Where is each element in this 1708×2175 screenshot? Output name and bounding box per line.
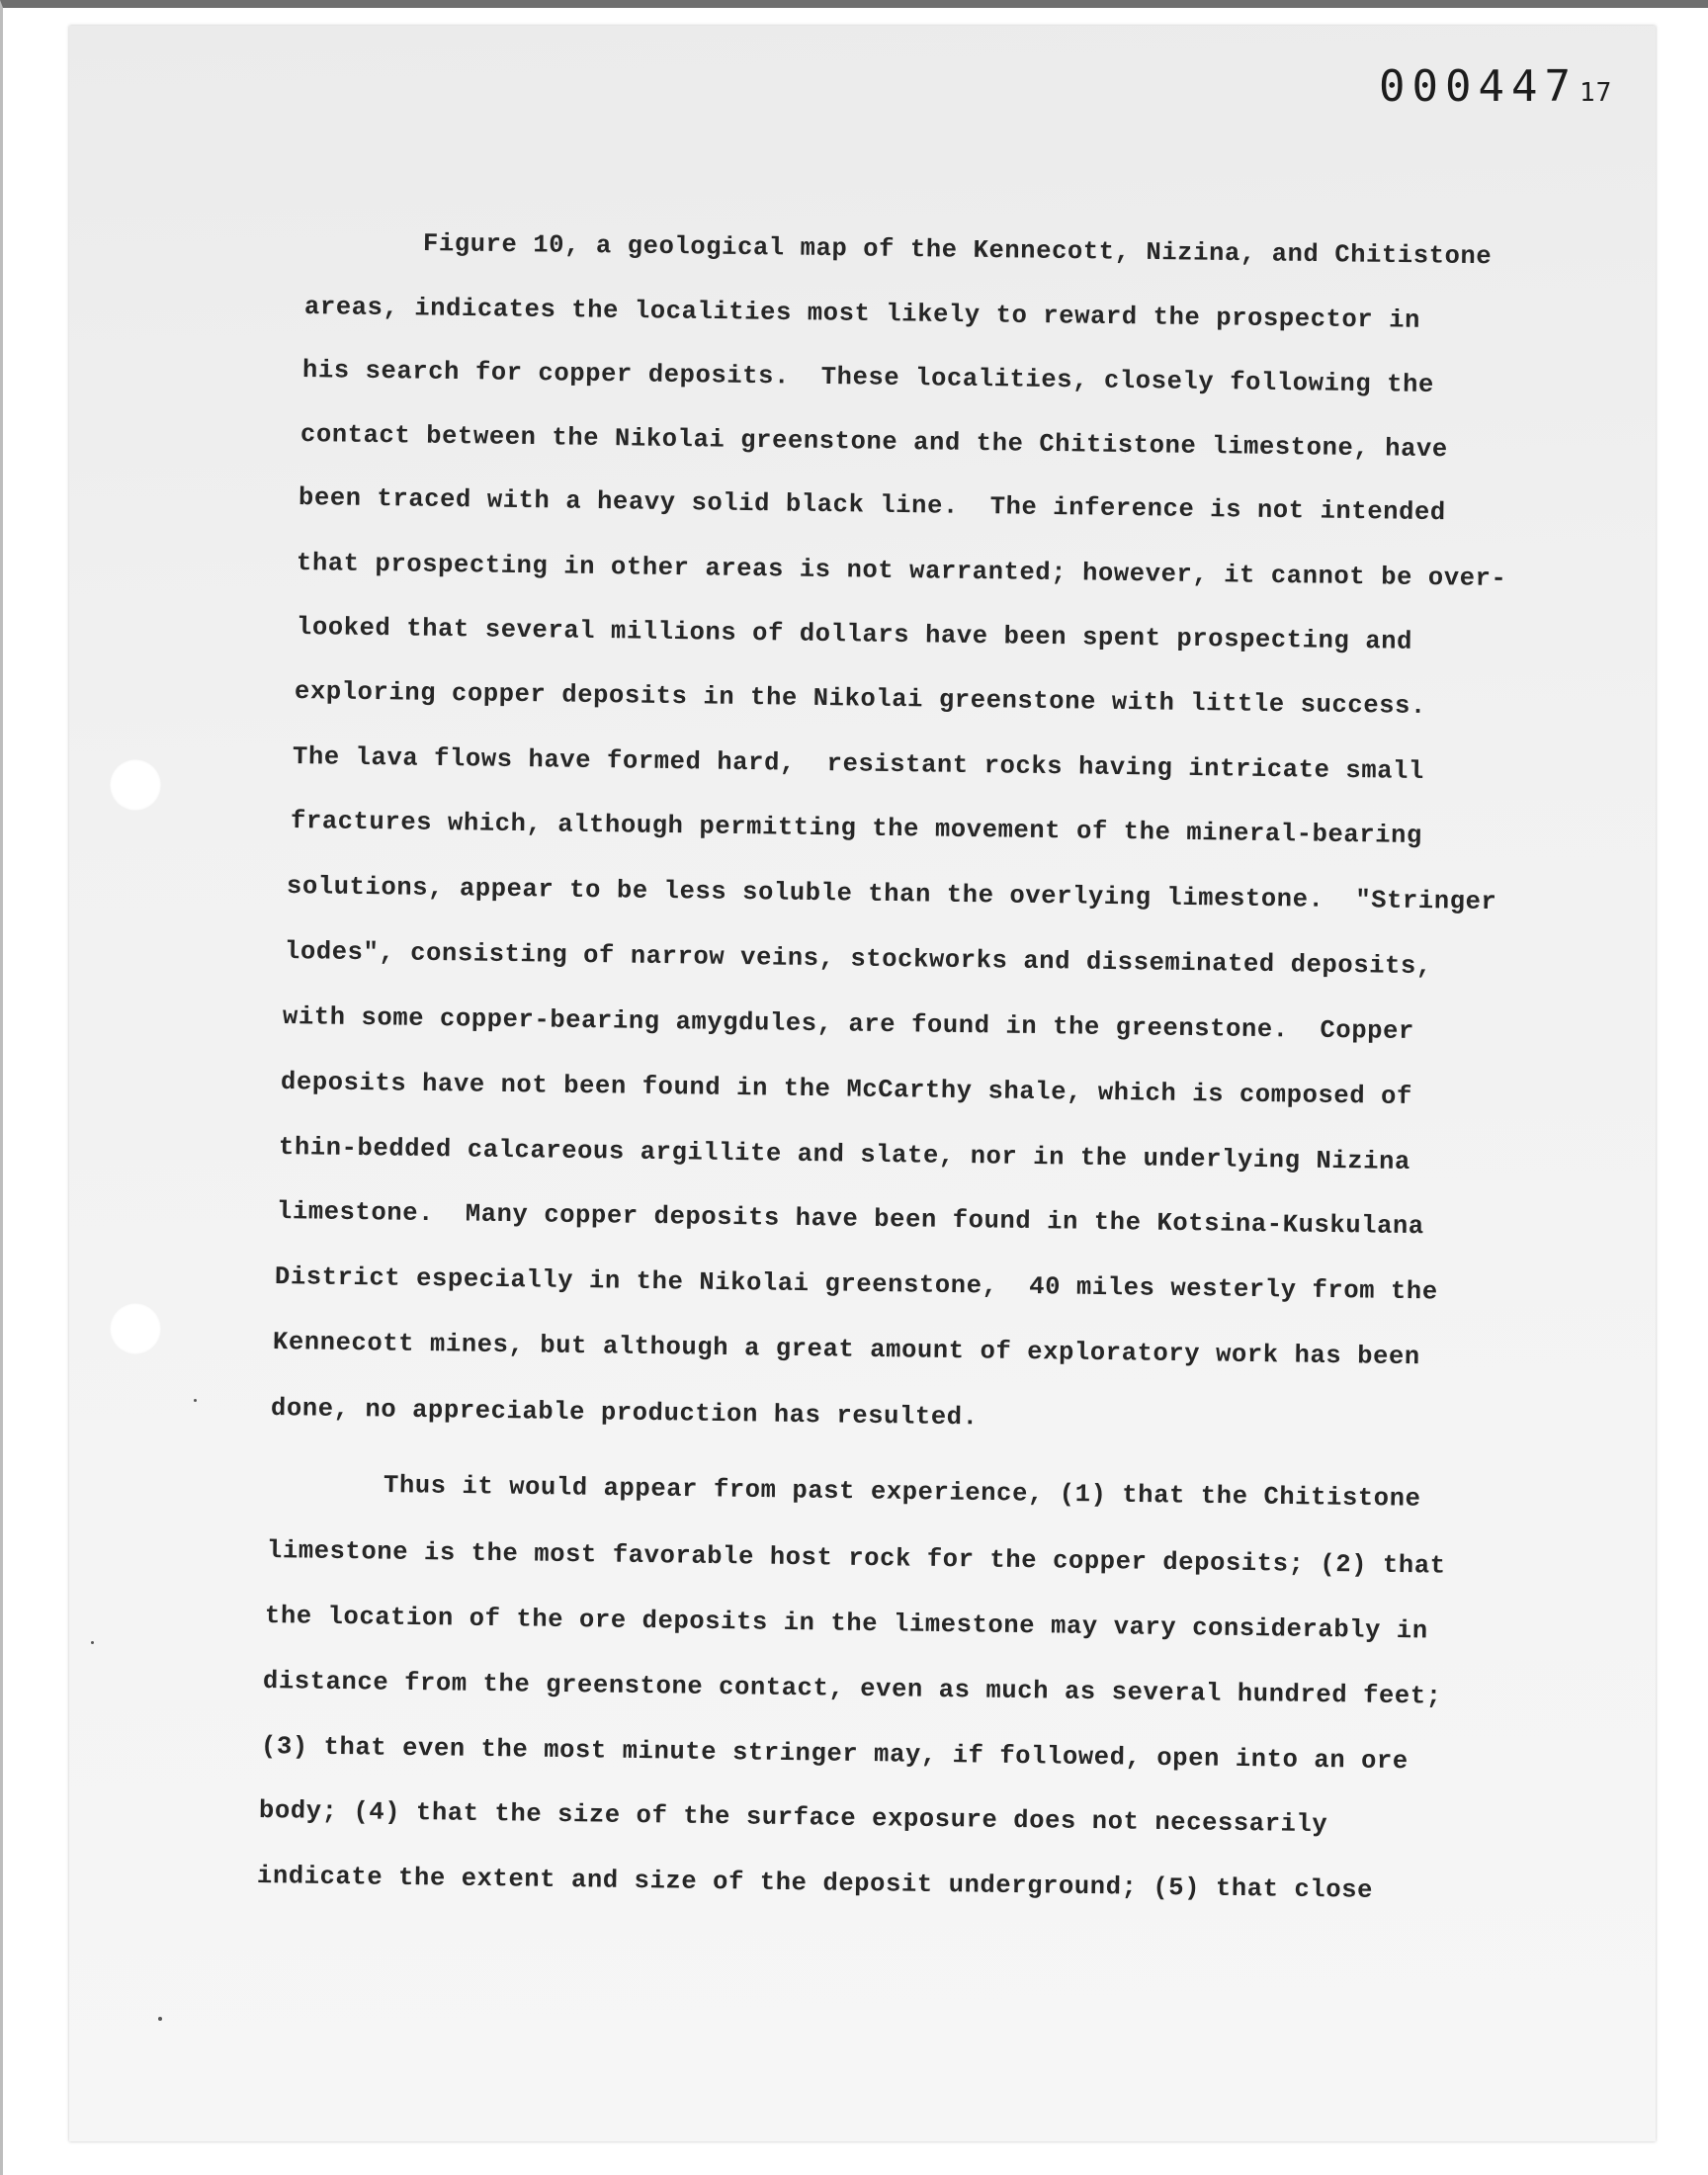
text-line: distance from the greenstone contact, even as much as several hundred feet;	[262, 1667, 1442, 1711]
text-line: deposits have not been found in the McCarthy shale, which is composed of	[280, 1068, 1413, 1111]
scan-speck	[158, 2017, 162, 2021]
text-line: looked that several millions of dollars have been spent prospecting and	[296, 613, 1413, 656]
scan-speck	[194, 1399, 197, 1402]
text-line: been traced with a heavy solid black line. The inference is not intended	[298, 483, 1446, 528]
text-line: done, no appreciable production has resulted.	[270, 1394, 979, 1433]
text-line: lodes", consisting of narrow veins, stockworks and disseminated deposits,	[284, 937, 1432, 982]
text-line: The lava flows have formed hard, resistant rocks having intricate small	[292, 742, 1425, 786]
page-suffix: 17	[1579, 78, 1613, 108]
punch-hole	[110, 759, 161, 811]
text-line: areas, indicates the localities most likely to reward the prospector in	[303, 293, 1421, 335]
scan-speck	[91, 1641, 94, 1644]
text-line: contact between the Nikolai greenstone and the Chitistone limestone, have	[299, 420, 1448, 465]
text-line: solutions, appear to be less soluble than the overlying limestone. "Stringer	[286, 872, 1497, 917]
text-line: Figure 10, a geological map of the Kennecott, Nizina, and Chitistone	[422, 229, 1493, 272]
text-line: his search for copper deposits. These localities, closely following the	[301, 356, 1435, 399]
text-line: that prospecting in other areas is not warranted; however, it cannot be over-	[296, 549, 1507, 594]
page-number: 000447	[1379, 61, 1578, 112]
text-line: District especially in the Nikolai greenstone, 40 miles westerly from the	[274, 1262, 1438, 1307]
text-line: Thus it would appear from past experience, (1) that the Chitistone	[383, 1471, 1421, 1514]
page-number-stamp	[1379, 61, 1612, 112]
text-line: (3) that even the most minute stringer may, if followed, open into an ore	[260, 1732, 1409, 1777]
text-line: Kennecott mines, but although a great amount of exploratory work has been	[272, 1328, 1420, 1372]
punch-hole	[110, 1303, 161, 1354]
text-line: exploring copper deposits in the Nikolai greenstone with little success.	[294, 677, 1427, 721]
text-line: limestone. Many copper deposits have been found in the Kotsina-Kuskulana	[276, 1197, 1424, 1242]
text-line: fractures which, although permitting the movement of the mineral-bearing	[290, 807, 1423, 850]
text-line: limestone is the most favorable host rock for the copper deposits; (2) that	[266, 1536, 1446, 1581]
text-line: indicate the extent and size of the deposit underground; (5) that close	[256, 1862, 1374, 1905]
text-line: with some copper-bearing amygdules, are found in the greenstone. Copper	[282, 1002, 1415, 1046]
text-line: the location of the ore deposits in the limestone may vary considerably in	[264, 1602, 1428, 1646]
text-line: body; (4) that the size of the surface exposure does not necessarily	[258, 1796, 1328, 1840]
text-line: thin-bedded calcareous argillite and slate, nor in the underlying Nizina	[278, 1133, 1411, 1176]
